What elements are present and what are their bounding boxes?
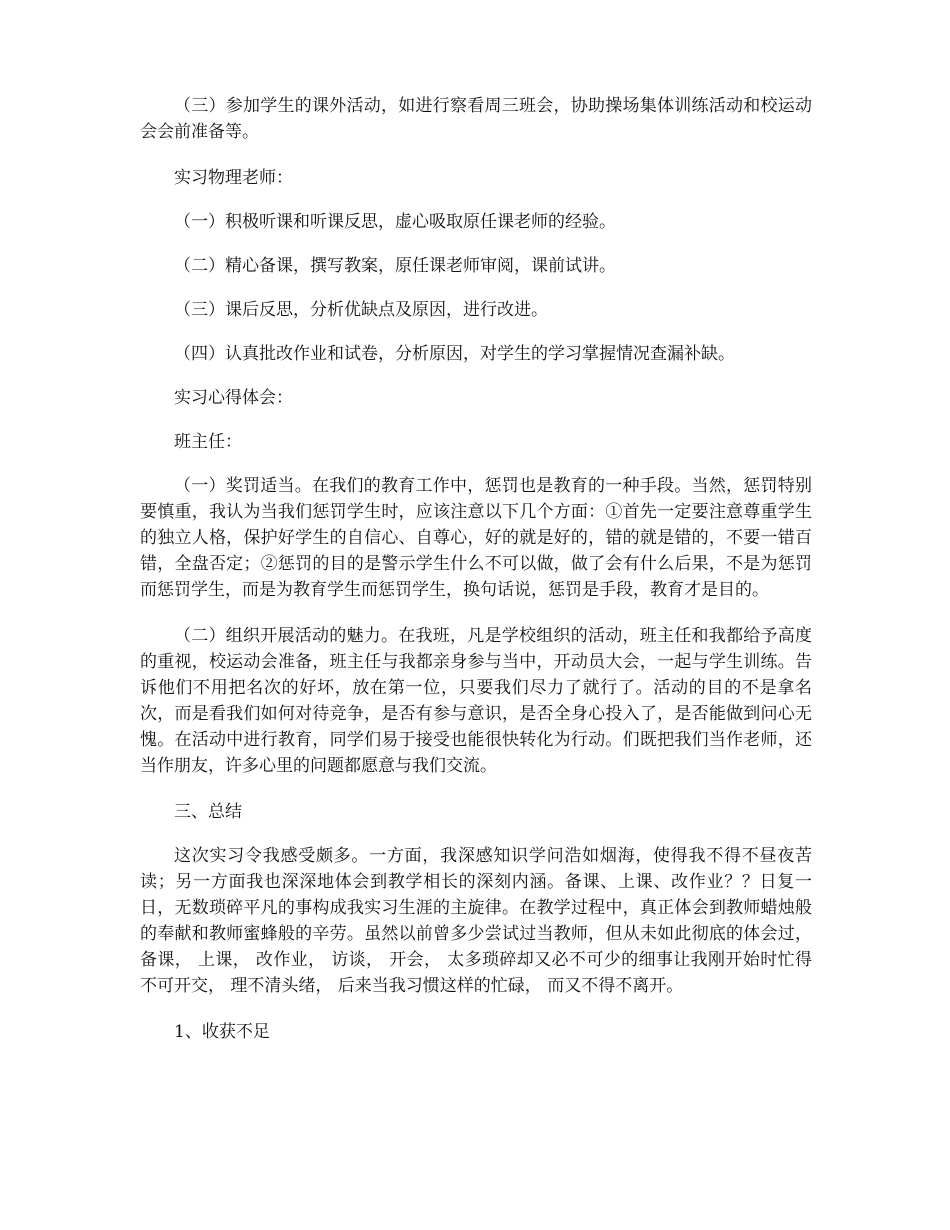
heading-class-teacher: 班主任： xyxy=(174,432,242,452)
heading-physics-teacher: 实习物理老师： xyxy=(174,168,293,188)
paragraph-lesson-prep: （二）精心备课，撰写教案，原任课老师审阅，课前试讲。 xyxy=(174,256,616,276)
paragraph-rewards-punishment: （一）奖罚适当。在我们的教育工作中，惩罚也是教育的一种手段。当然，惩罚特别要慎重，我认为当我们惩罚学生时，应该注意以下几个方面：①首先一定要注意尊重学生的独立人格，保护好学生的自信心、自尊心，好的就是好的，错的就是错的，不要一错百错，全盘否定；②惩罚的目的是警示学生什么不可以做，做了会有什么后果，不是为惩罚而惩罚学生，而是为教育学生而惩罚学生，换句话说，惩罚是手段，教育才是目的。 xyxy=(140,476,812,600)
document-page xyxy=(140,93,812,1045)
paragraph-after-class: （三）课后反思，分析优缺点及原因，进行改进。 xyxy=(174,300,548,320)
heading-gains-shortcomings: 1、收获不足 xyxy=(174,1022,270,1042)
paragraph-extracurricular: （三）参加学生的课外活动，如进行察看周三班会，协助操场集体训练活动和校运动会会前准备等。 xyxy=(140,96,812,142)
paragraph-summary: 这次实习令我感受颇多。一方面，我深感知识学问浩如烟海，使得我不得不昼夜苦读；另一方面我也深深地体会到教学相长的深刻内涵。备课、上课、改作业？？日复一日，无数琐碎平凡的事构成我实习生涯的主旋律。在教学过程中，真正体会到教师蜡烛般的奉献和教师蜜蜂般的辛劳。虽然以前曾多少尝试过当教师，但从未如此彻底的体会过，备课， 上课， 改作业， 访谈， 开会， 太多琐碎却又必不可少的细事让我刚开始时忙得不可开交， 理不清头绪， 后来当我习惯这样的忙碌， 而又不得不离开。 xyxy=(140,846,812,996)
paragraph-listen-reflect: （一）积极听课和听课反思，虚心吸取原任课老师的经验。 xyxy=(174,212,616,232)
paragraph-grading: （四）认真批改作业和试卷，分析原因，对学生的学习掌握情况查漏补缺。 xyxy=(174,344,735,364)
paragraph-activities: （二）组织开展活动的魅力。在我班，凡是学校组织的活动，班主任和我都给予高度的重视，校运动会准备，班主任与我都亲身参与当中，开动员大会，一起与学生训练。告诉他们不用把名次的好坏，放在第一位，只要我们尽力了就行了。活动的目的不是拿名次，而是看我们如何对待竞争，是否有参与意识，是否全身心投入了，是否能做到问心无愧。在活动中进行教育，同学们易于接受也能很快转化为行动。们既把我们当作老师，还当作朋友，许多心里的问题都愿意与我们交流。 xyxy=(140,626,812,776)
heading-reflections: 实习心得体会： xyxy=(174,388,293,408)
heading-summary: 三、总结 xyxy=(174,802,242,822)
